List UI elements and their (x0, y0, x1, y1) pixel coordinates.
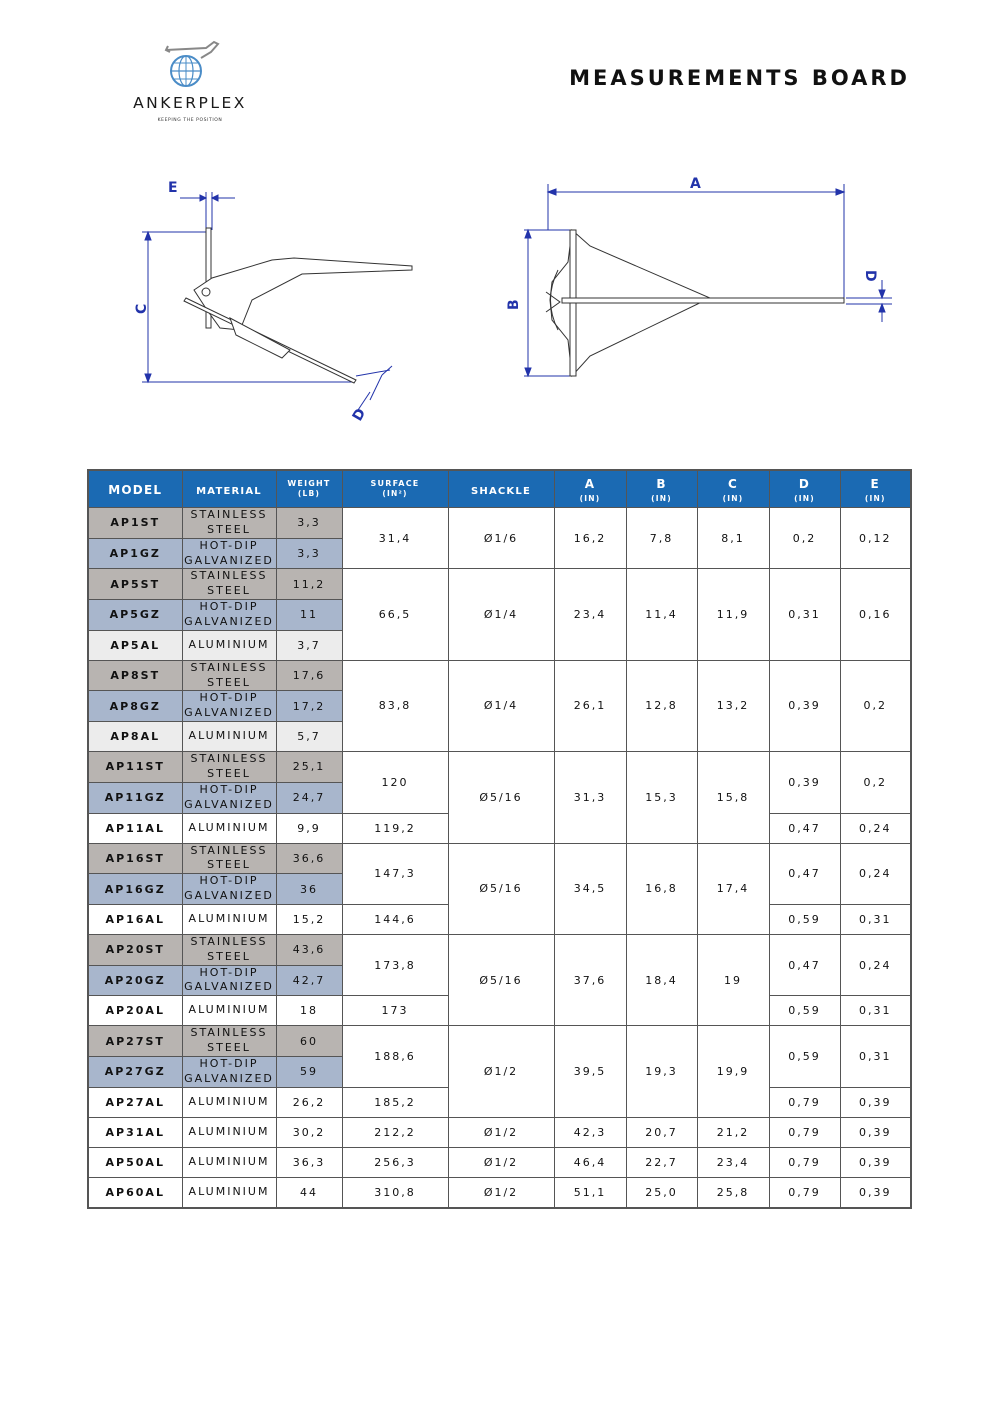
col-shackle: SHACKLE (448, 470, 554, 508)
model-cell: AP27AL (88, 1087, 182, 1117)
anchor-top-view-diagram (500, 170, 900, 390)
brand-name: ANKERPLEX (133, 94, 247, 112)
weight-cell: 43,6 (276, 934, 342, 965)
a-cell: 51,1 (554, 1177, 626, 1208)
weight-cell: 11 (276, 600, 342, 631)
e-cell: 0,39 (840, 1177, 911, 1208)
table-row (88, 508, 911, 539)
table-row (88, 1177, 911, 1208)
model-cell: AP31AL (88, 1117, 182, 1147)
material-cell: HOT-DIP GALVANIZED (182, 691, 276, 722)
model-cell: AP8ST (88, 660, 182, 691)
b-cell: 7,8 (626, 508, 697, 569)
table-row (88, 569, 911, 600)
model-cell: AP16GZ (88, 874, 182, 905)
d-cell: 0,39 (769, 752, 840, 813)
model-cell: AP5AL (88, 630, 182, 660)
table-header-row (88, 470, 911, 508)
c-cell: 19,9 (697, 1026, 769, 1117)
e-cell: 0,24 (840, 934, 911, 995)
shackle-cell: Ø1/2 (448, 1147, 554, 1177)
material-cell: ALUMINIUM (182, 722, 276, 752)
e-cell: 0,31 (840, 904, 911, 934)
weight-cell: 18 (276, 996, 342, 1026)
d-cell: 0,59 (769, 1026, 840, 1087)
model-cell: AP11ST (88, 752, 182, 783)
weight-cell: 17,6 (276, 660, 342, 691)
e-cell: 0,24 (840, 813, 911, 843)
model-cell: AP1GZ (88, 538, 182, 569)
weight-cell: 3,3 (276, 538, 342, 569)
model-cell: AP50AL (88, 1147, 182, 1177)
b-cell: 18,4 (626, 934, 697, 1025)
a-cell: 37,6 (554, 934, 626, 1025)
material-cell: HOT-DIP GALVANIZED (182, 874, 276, 905)
col-surface: SURFACE (IN²) (342, 470, 448, 508)
material-cell: ALUMINIUM (182, 1177, 276, 1208)
material-cell: ALUMINIUM (182, 630, 276, 660)
material-cell: ALUMINIUM (182, 1117, 276, 1147)
material-cell: STAINLESS STEEL (182, 934, 276, 965)
model-cell: AP27ST (88, 1026, 182, 1057)
col-weight: WEIGHT (LB) (276, 470, 342, 508)
e-cell: 0,31 (840, 1026, 911, 1087)
material-cell: STAINLESS STEEL (182, 660, 276, 691)
e-cell: 0,39 (840, 1087, 911, 1117)
b-cell: 20,7 (626, 1117, 697, 1147)
d-cell: 0,39 (769, 660, 840, 751)
d-cell: 0,31 (769, 569, 840, 660)
material-cell: ALUMINIUM (182, 996, 276, 1026)
b-cell: 19,3 (626, 1026, 697, 1117)
b-cell: 25,0 (626, 1177, 697, 1208)
material-cell: STAINLESS STEEL (182, 1026, 276, 1057)
surface-cell: 119,2 (342, 813, 448, 843)
weight-cell: 59 (276, 1056, 342, 1087)
c-cell: 17,4 (697, 843, 769, 934)
c-cell: 8,1 (697, 508, 769, 569)
model-cell: AP8GZ (88, 691, 182, 722)
model-cell: AP20GZ (88, 965, 182, 996)
measurements-table (87, 469, 912, 1209)
page-title: MEASUREMENTS BOARD (569, 66, 910, 90)
d-cell: 0,47 (769, 934, 840, 995)
weight-cell: 30,2 (276, 1117, 342, 1147)
a-cell: 23,4 (554, 569, 626, 660)
weight-cell: 17,2 (276, 691, 342, 722)
weight-cell: 42,7 (276, 965, 342, 996)
model-cell: AP8AL (88, 722, 182, 752)
surface-cell: 31,4 (342, 508, 448, 569)
a-cell: 31,3 (554, 752, 626, 843)
c-cell: 15,8 (697, 752, 769, 843)
e-cell: 0,2 (840, 752, 911, 813)
a-cell: 46,4 (554, 1147, 626, 1177)
shackle-cell: Ø5/16 (448, 843, 554, 934)
e-cell: 0,39 (840, 1147, 911, 1177)
table-row (88, 1147, 911, 1177)
material-cell: HOT-DIP GALVANIZED (182, 965, 276, 996)
col-b: B (IN) (626, 470, 697, 508)
d-cell: 0,79 (769, 1147, 840, 1177)
dim-label-d: D (349, 405, 370, 424)
shackle-cell: Ø1/4 (448, 660, 554, 751)
a-cell: 42,3 (554, 1117, 626, 1147)
surface-cell: 144,6 (342, 904, 448, 934)
model-cell: AP60AL (88, 1177, 182, 1208)
table-row (88, 752, 911, 783)
surface-cell: 83,8 (342, 660, 448, 751)
shackle-cell: Ø1/2 (448, 1026, 554, 1117)
surface-cell: 120 (342, 752, 448, 813)
d-cell: 0,79 (769, 1087, 840, 1117)
d-cell: 0,79 (769, 1117, 840, 1147)
surface-cell: 66,5 (342, 569, 448, 660)
col-d: D (IN) (769, 470, 840, 508)
material-cell: ALUMINIUM (182, 813, 276, 843)
table-row (88, 843, 911, 874)
table-row (88, 660, 911, 691)
shackle-cell: Ø5/16 (448, 934, 554, 1025)
col-c: C (IN) (697, 470, 769, 508)
material-cell: HOT-DIP GALVANIZED (182, 1056, 276, 1087)
material-cell: ALUMINIUM (182, 904, 276, 934)
shackle-cell: Ø1/4 (448, 569, 554, 660)
e-cell: 0,12 (840, 508, 911, 569)
table-row (88, 1026, 911, 1057)
weight-cell: 9,9 (276, 813, 342, 843)
model-cell: AP16ST (88, 843, 182, 874)
ankerplex-logo (106, 38, 276, 130)
material-cell: HOT-DIP GALVANIZED (182, 538, 276, 569)
weight-cell: 24,7 (276, 782, 342, 813)
b-cell: 11,4 (626, 569, 697, 660)
table-row (88, 1117, 911, 1147)
shackle-cell: Ø1/6 (448, 508, 554, 569)
brand-tagline: KEEPING THE POSITION (157, 118, 223, 123)
d-cell: 0,47 (769, 813, 840, 843)
c-cell: 19 (697, 934, 769, 1025)
table-row (88, 934, 911, 965)
d-cell: 0,47 (769, 843, 840, 904)
e-cell: 0,31 (840, 996, 911, 1026)
a-cell: 16,2 (554, 508, 626, 569)
d-cell: 0,79 (769, 1177, 840, 1208)
c-cell: 11,9 (697, 569, 769, 660)
surface-cell: 256,3 (342, 1147, 448, 1177)
e-cell: 0,24 (840, 843, 911, 904)
weight-cell: 11,2 (276, 569, 342, 600)
material-cell: STAINLESS STEEL (182, 508, 276, 539)
model-cell: AP1ST (88, 508, 182, 539)
e-cell: 0,39 (840, 1117, 911, 1147)
b-cell: 15,3 (626, 752, 697, 843)
surface-cell: 185,2 (342, 1087, 448, 1117)
a-cell: 34,5 (554, 843, 626, 934)
weight-cell: 60 (276, 1026, 342, 1057)
weight-cell: 25,1 (276, 752, 342, 783)
anchor-side-view-diagram (120, 170, 420, 440)
weight-cell: 26,2 (276, 1087, 342, 1117)
model-cell: AP20ST (88, 934, 182, 965)
dim-label-a: A (690, 176, 701, 192)
b-cell: 22,7 (626, 1147, 697, 1177)
material-cell: HOT-DIP GALVANIZED (182, 782, 276, 813)
weight-cell: 5,7 (276, 722, 342, 752)
material-cell: ALUMINIUM (182, 1087, 276, 1117)
shackle-cell: Ø1/2 (448, 1177, 554, 1208)
model-cell: AP5ST (88, 569, 182, 600)
col-material: MATERIAL (182, 470, 276, 508)
material-cell: HOT-DIP GALVANIZED (182, 600, 276, 631)
c-cell: 25,8 (697, 1177, 769, 1208)
weight-cell: 3,3 (276, 508, 342, 539)
c-cell: 21,2 (697, 1117, 769, 1147)
weight-cell: 36,3 (276, 1147, 342, 1177)
weight-cell: 44 (276, 1177, 342, 1208)
surface-cell: 310,8 (342, 1177, 448, 1208)
model-cell: AP16AL (88, 904, 182, 934)
col-a: A (IN) (554, 470, 626, 508)
surface-cell: 173 (342, 996, 448, 1026)
e-cell: 0,2 (840, 660, 911, 751)
weight-cell: 15,2 (276, 904, 342, 934)
dim-label-d-top: D (862, 270, 878, 282)
weight-cell: 36 (276, 874, 342, 905)
dim-label-e: E (168, 180, 178, 196)
c-cell: 23,4 (697, 1147, 769, 1177)
col-e: E (IN) (840, 470, 911, 508)
a-cell: 26,1 (554, 660, 626, 751)
b-cell: 16,8 (626, 843, 697, 934)
surface-cell: 147,3 (342, 843, 448, 904)
material-cell: STAINLESS STEEL (182, 843, 276, 874)
dim-label-c: C (134, 303, 150, 314)
model-cell: AP5GZ (88, 600, 182, 631)
surface-cell: 188,6 (342, 1026, 448, 1087)
dim-label-b: B (506, 299, 522, 310)
d-cell: 0,59 (769, 904, 840, 934)
d-cell: 0,59 (769, 996, 840, 1026)
surface-cell: 173,8 (342, 934, 448, 995)
surface-cell: 212,2 (342, 1117, 448, 1147)
model-cell: AP11AL (88, 813, 182, 843)
b-cell: 12,8 (626, 660, 697, 751)
d-cell: 0,2 (769, 508, 840, 569)
a-cell: 39,5 (554, 1026, 626, 1117)
c-cell: 13,2 (697, 660, 769, 751)
weight-cell: 3,7 (276, 630, 342, 660)
weight-cell: 36,6 (276, 843, 342, 874)
material-cell: STAINLESS STEEL (182, 752, 276, 783)
shackle-cell: Ø1/2 (448, 1117, 554, 1147)
col-model: MODEL (88, 470, 182, 508)
material-cell: ALUMINIUM (182, 1147, 276, 1177)
model-cell: AP20AL (88, 996, 182, 1026)
material-cell: STAINLESS STEEL (182, 569, 276, 600)
model-cell: AP27GZ (88, 1056, 182, 1087)
model-cell: AP11GZ (88, 782, 182, 813)
e-cell: 0,16 (840, 569, 911, 660)
shackle-cell: Ø5/16 (448, 752, 554, 843)
